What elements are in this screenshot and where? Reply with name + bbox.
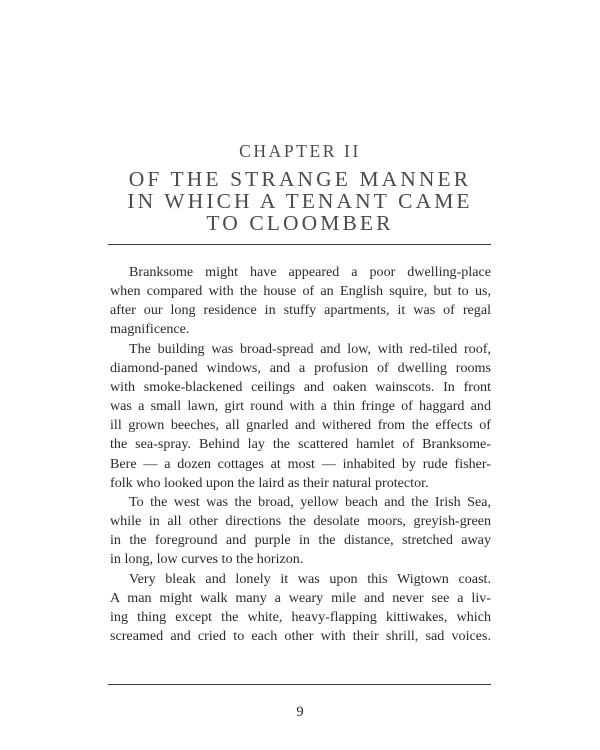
paragraph bbox=[110, 493, 491, 570]
text-line: was a small lawn, girt round with a thin fringe of haggard and bbox=[110, 398, 491, 415]
top-rule bbox=[108, 244, 491, 245]
text-line: diamond-paned windows, and a profusion of dwelling rooms bbox=[110, 359, 491, 376]
page-number: 9 bbox=[296, 704, 304, 720]
text-line: Very bleak and lonely it was upon this Wigtown coast. bbox=[129, 570, 491, 587]
chapter-title-line: IN WHICH A TENANT CAME bbox=[127, 189, 473, 213]
text-line: Branksome might have appeared a poor dwelling-place bbox=[129, 264, 491, 280]
paragraph bbox=[110, 263, 491, 340]
paragraph bbox=[110, 340, 491, 493]
text-line: after our long residence in stuffy apartments, it was of regal bbox=[110, 302, 491, 319]
text-line: Bere — a dozen cottages at most — inhabited by rude fisher- bbox=[110, 455, 491, 472]
text-line: while in all other directions the desolate moors, greyish-green bbox=[110, 513, 491, 530]
text-line: folk who looked upon the laird as their natural protector. bbox=[110, 474, 429, 491]
text-line: ing thing except the white, heavy-flapping kittiwakes, which bbox=[110, 608, 491, 625]
text-line: the sea-spray. Behind lay the scattered hamlet of Branksome- bbox=[110, 436, 491, 453]
text-line: A man might walk many a weary mile and never see a liv- bbox=[110, 589, 491, 606]
text-line: in the foreground and purple in the distance, stretched away bbox=[110, 532, 491, 549]
paragraph bbox=[110, 570, 491, 647]
chapter-title-line: OF THE STRANGE MANNER bbox=[128, 167, 472, 191]
body-text bbox=[110, 263, 491, 646]
text-line: in long, low curves to the horizon. bbox=[110, 551, 304, 568]
text-line: To the west was the broad, yellow beach and the Irish Sea, bbox=[129, 493, 491, 510]
text-line: screamed and cried to each other with their shrill, sad voices. bbox=[110, 627, 491, 644]
text-line: when compared with the house of an English squire, but to us, bbox=[110, 283, 491, 300]
text-line: ill grown beeches, all gnarled and withered from the effects of bbox=[110, 417, 491, 434]
text-line: The building was broad-spread and low, with red-tiled roof, bbox=[129, 340, 491, 357]
bottom-rule bbox=[108, 684, 491, 685]
chapter-title bbox=[0, 168, 600, 234]
text-line: magnificence. bbox=[110, 321, 190, 338]
text-line: with smoke-blackened ceilings and oaken wainscots. In front bbox=[110, 378, 491, 395]
chapter-title-line: TO CLOOMBER bbox=[206, 211, 394, 235]
chapter-label: CHAPTER II bbox=[239, 141, 361, 161]
